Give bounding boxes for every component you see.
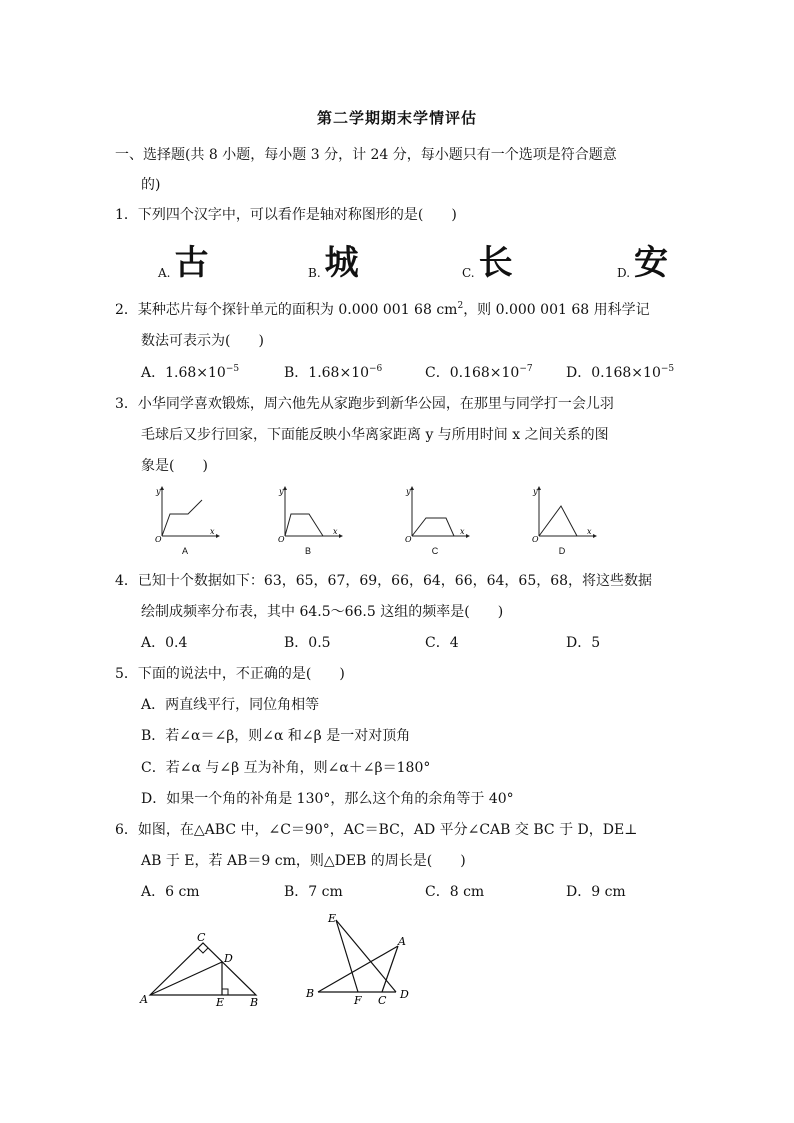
graph-caption: A [181,546,188,556]
label-f: F [354,994,362,1007]
q4-stem-line1: 4．已知十个数据如下：63，65，67，69，66，64，66，64，65，68，将这些数据 [115,573,653,589]
q1-option-b [308,244,359,284]
q5-option-b: B．若∠α＝∠β，则∠α 和∠β 是一对对顶角 [141,728,411,744]
q2-option-b [284,363,382,383]
option-char: 安 [634,243,669,283]
q3-graph-c [400,484,470,556]
q2-stem-a: 2．某种芯片每个探针单元的面积为 0.000 001 68 cm [115,302,458,318]
q6-option-a: A．6 cm [141,884,200,900]
graph-plot [273,484,343,542]
q2-option-a [141,363,239,383]
q2-option-c [425,363,533,383]
q1-option-a [158,244,208,284]
section-heading-line2: 的) [141,177,161,193]
x-axis-label: x [210,527,215,536]
q6-option-d: D．9 cm [566,884,626,900]
q4-option-a: A．0.4 [141,635,188,651]
y-axis-label: y [156,487,161,496]
q2-option-d [566,363,674,383]
option-char: 长 [478,243,513,283]
graph-caption: B [304,546,311,556]
q2-stem-b: ，则 0.000 001 68 用科学记 [463,302,650,318]
x-axis-label: x [460,527,465,536]
graph-plot [400,484,470,542]
label-c: C [378,994,387,1007]
graph-caption: C [431,546,439,556]
option-label: B. [308,266,321,280]
q3-stem-line2: 毛球后又步行回家，下面能反映小华离家距离 y 与所用时间 x 之间关系的图 [141,427,609,443]
y-axis-label: y [279,487,284,496]
option-exponent: −6 [369,364,383,374]
q3-graph-d [527,484,597,556]
y-axis-label: y [533,487,538,496]
q5-option-a: A．两直线平行，同位角相等 [141,697,320,713]
label-e: E [328,912,337,925]
option-text: B．1.68×10 [284,365,370,381]
q6-stem-line1: 6．如图，在△ABC 中，∠C＝90°，AC＝BC，AD 平分∠CAB 交 BC 于 D，DE⊥ [115,822,638,838]
option-label: D. [617,266,631,280]
label-b: B [250,996,259,1008]
q1-stem: 1．下列四个汉字中，可以看作是轴对称图形的是( ) [115,207,457,223]
graph-plot [150,484,220,542]
triangle-diagram [138,928,268,1008]
graph-plot [527,484,597,542]
x-axis-label: x [333,527,338,536]
origin-label: O [405,535,412,542]
label-a: A [140,993,148,1006]
option-text: C．0.168×10 [425,365,520,381]
q1-option-d [617,244,668,284]
option-exponent: −5 [225,364,240,374]
q5-option-c: C．若∠α 与∠β 互为补角，则∠α＋∠β＝180° [141,760,431,776]
option-exponent: −5 [660,364,675,374]
option-char: 城 [324,243,359,283]
q4-option-d: D．5 [566,635,601,651]
x-axis-label: x [587,527,592,536]
q4-option-c: C．4 [425,635,459,651]
q5-option-d: D．如果一个角的补角是 130°，那么这个角的余角等于 40° [141,791,514,807]
option-label: A. [158,266,171,280]
origin-label: O [532,535,539,542]
q2-stem-sup: 2 [457,301,464,311]
y-axis-label: y [406,487,411,496]
q6-option-c: C．8 cm [425,884,485,900]
q2-stem-line2: 数法可表示为( ) [141,333,264,349]
label-d: D [224,952,233,965]
origin-label: O [278,535,285,542]
q3-stem-line3: 象是( ) [141,458,208,474]
label-c: C [197,931,206,944]
page-title: 第二学期期末学情评估 [316,109,477,127]
q6-stem-line2: AB 于 E，若 AB＝9 cm，则△DEB 的周长是( ) [141,853,466,869]
label-b: B [306,987,315,1000]
q6-option-b: B．7 cm [284,884,343,900]
q4-option-b: B．0.5 [284,635,331,651]
q3-stem-line1: 3．小华同学喜欢锻炼，周六他先从家跑步到新华公园，在那里与同学打一会儿羽 [115,396,614,412]
figure-crossing-lines [300,910,420,1014]
label-e: E [216,996,225,1008]
option-exponent: −7 [519,364,533,374]
option-text: A．1.68×10 [141,365,226,381]
q3-graph-b [273,484,343,556]
label-d: D [400,988,409,1001]
q3-graph-a [150,484,220,556]
graph-caption: D [558,546,566,556]
q5-stem: 5．下面的说法中，不正确的是( ) [115,666,345,682]
option-char: 古 [174,243,209,283]
label-a: A [398,935,406,948]
q4-stem-line2: 绘制成频率分布表，其中 64.5～66.5 这组的频率是( ) [141,604,504,620]
section-heading-line1: 一、选择题(共 8 小题，每小题 3 分，计 24 分，每小题只有一个选项是符合题意 [115,147,617,163]
q1-option-c [462,244,513,284]
crossing-diagram [300,910,420,1010]
option-label: C. [462,266,475,280]
option-text: D．0.168×10 [566,365,661,381]
q2-stem [115,300,650,320]
figure-triangle-abc [138,928,268,1012]
origin-label: O [155,535,162,542]
